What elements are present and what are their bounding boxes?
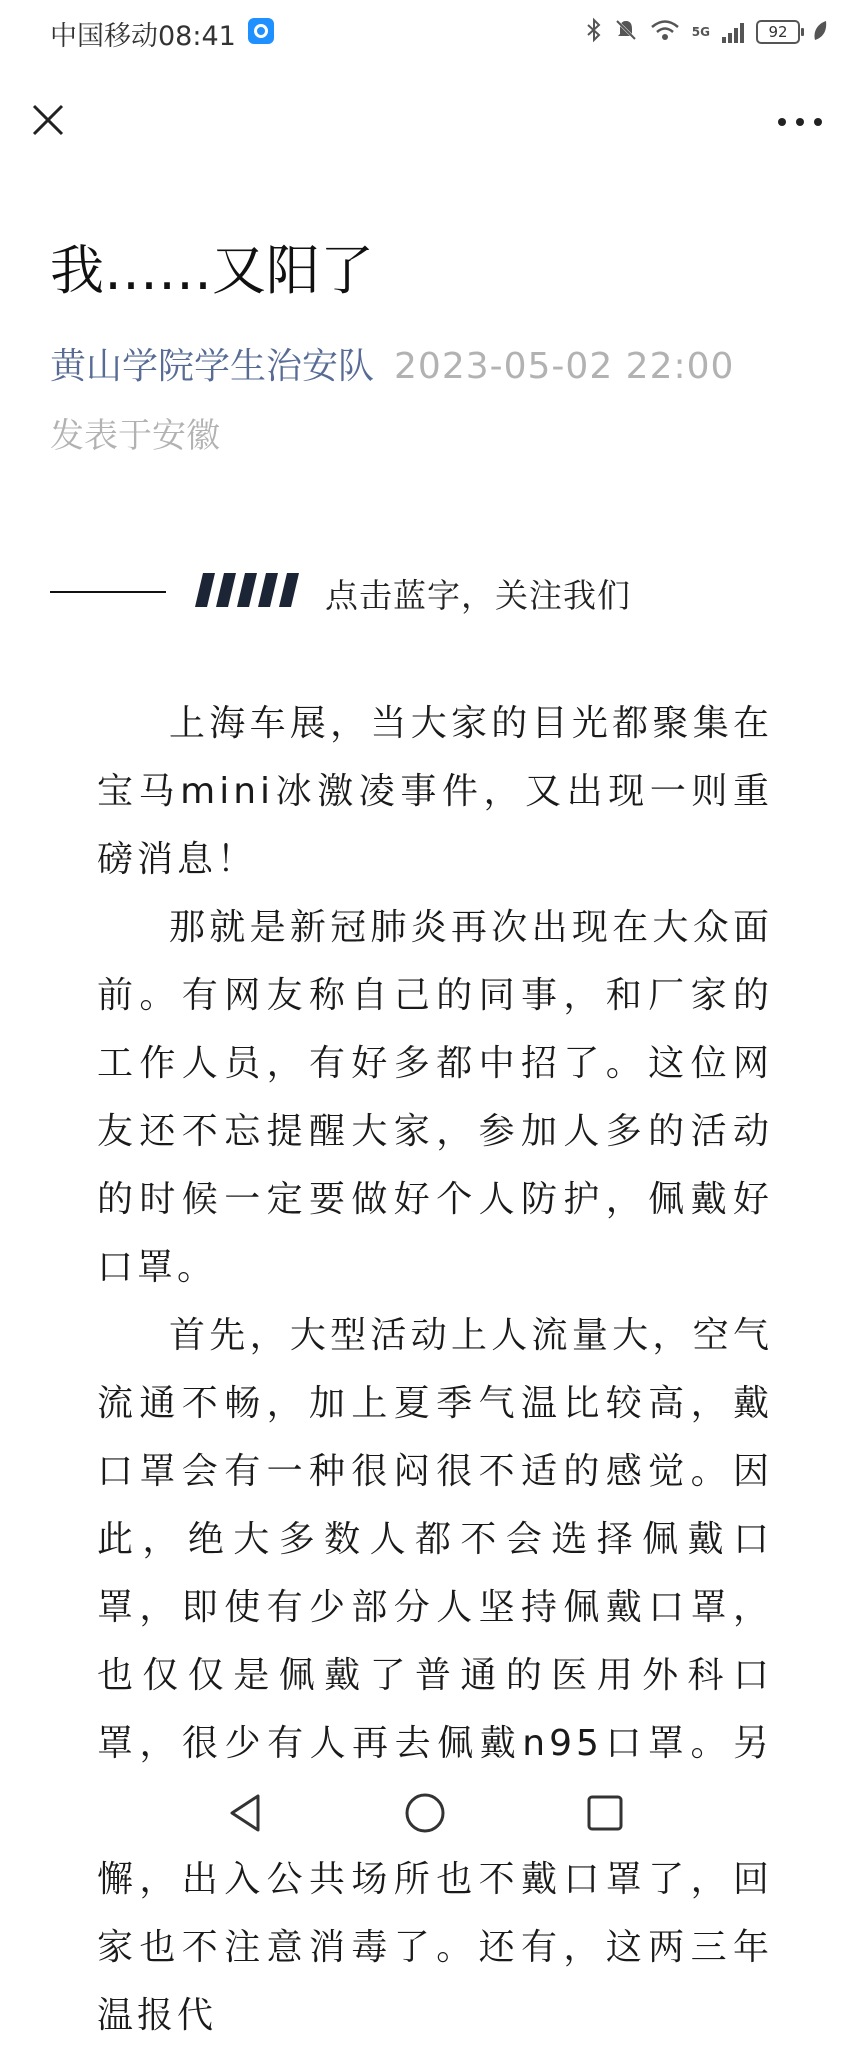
network-type-label: 5G (691, 25, 710, 39)
article-meta (50, 338, 734, 389)
paragraph: 上海车展，当大家的目光都聚集在宝马mini冰激凌事件，又出现一则重磅消息！ (97, 703, 773, 880)
more-options-button[interactable] (770, 100, 830, 140)
status-carrier-time (50, 14, 236, 53)
home-circle-icon (400, 1788, 450, 1838)
clock: 08:41 (158, 21, 236, 52)
mute-bell-icon (614, 18, 638, 47)
signal-icon (722, 21, 744, 43)
recents-button[interactable] (580, 1788, 630, 1838)
article-title: 我……又阳了 (50, 239, 374, 302)
follow-stripes-decoration (195, 573, 300, 607)
publish-location: 发表于安徽 (50, 416, 220, 456)
follow-divider (50, 591, 166, 593)
author-link[interactable]: 黄山学院学生治安队 (50, 346, 375, 387)
wifi-icon (650, 18, 680, 47)
recents-square-icon (580, 1788, 630, 1838)
back-button[interactable] (222, 1788, 272, 1838)
paragraph: 那就是新冠肺炎再次出现在大众面前。有网友称自己的同事，和厂家的工作人员，有好多都中招了。这位网友还不忘提醒大家，参加人多的活动的时候一定要做好个人防护，佩戴好口罩。 (97, 907, 773, 1288)
carrier-name: 中国移动 (50, 21, 158, 52)
system-nav-bar (0, 1788, 850, 1842)
battery-icon: 92 (756, 20, 800, 44)
back-triangle-icon (222, 1788, 272, 1838)
status-bar (0, 0, 850, 64)
more-icon (770, 100, 830, 140)
leaf-icon (812, 18, 828, 47)
follow-prompt: 点击蓝字，关注我们 (325, 576, 631, 615)
home-button[interactable] (400, 1788, 450, 1838)
paragraph: 首先，大型活动上人流量大，空气流通不畅，加上夏季气温比较高，戴口罩会有一种很闷很不适的感觉。因此，绝大多数人都不会选择佩戴口罩，即使有少部分人坚持佩戴口罩，也仅仅是佩戴了普通的医用外科口罩，很少有人再去佩戴n95口罩。另 懈，出入公共场所也不戴口罩了，回家也不注意消毒了。还有，这两三年温报代 (97, 1315, 773, 2036)
bluetooth-icon (586, 18, 602, 47)
article-body (97, 690, 773, 2036)
close-button[interactable] (28, 100, 68, 140)
notification-app-icon (248, 18, 274, 44)
close-icon (28, 100, 68, 140)
status-icons (586, 14, 828, 50)
publish-time: 2023-05-02 22:00 (394, 346, 735, 387)
